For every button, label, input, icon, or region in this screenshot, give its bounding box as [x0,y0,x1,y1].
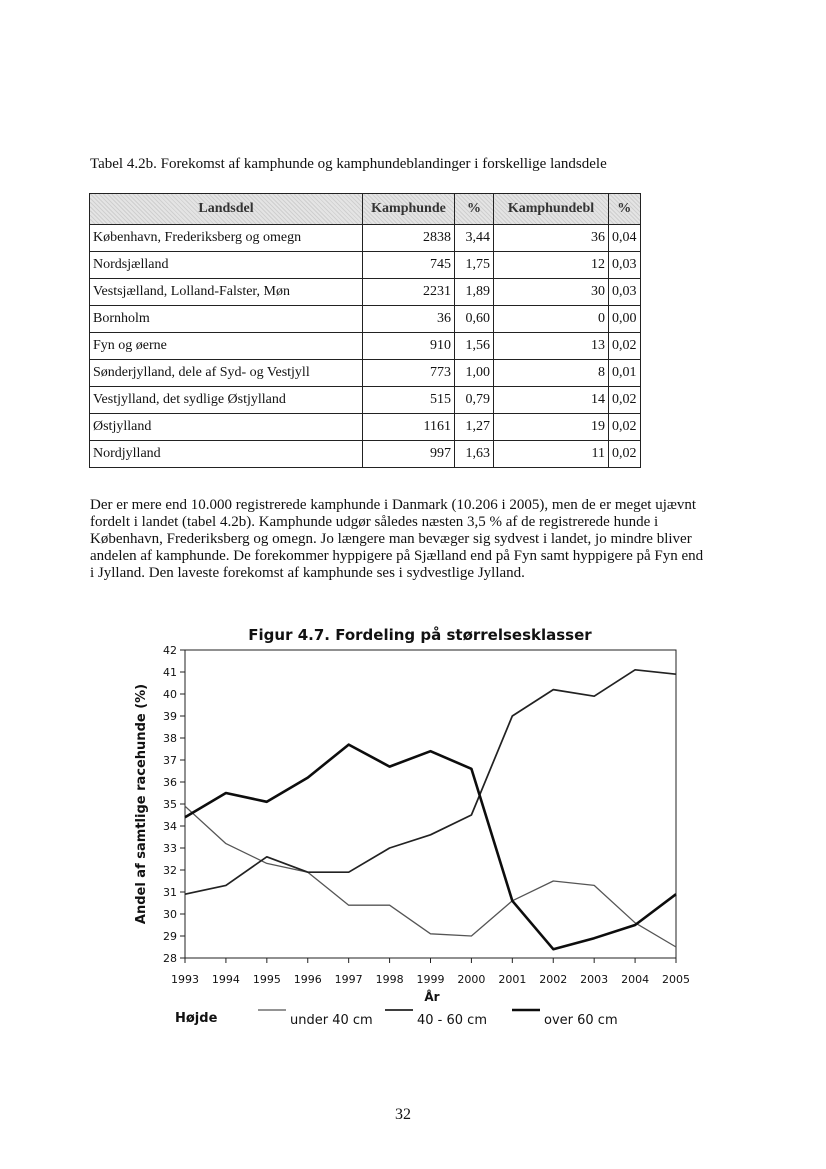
cell-percent: 3,44 [455,225,494,252]
legend-label: over 60 cm [544,1013,618,1028]
y-tick-label: 30 [163,908,177,921]
table-row [90,279,641,306]
series-line-1 [185,806,676,947]
cell-kamphundebl: 11 [494,441,609,468]
x-tick-label: 1995 [252,973,281,986]
series-line-3 [185,745,676,950]
x-tick-label: 1999 [416,973,445,986]
y-tick-label: 31 [163,886,177,899]
legend-title: Højde [175,1011,218,1026]
y-tick-label: 42 [163,644,177,657]
x-tick-label: 1998 [375,973,404,986]
y-tick-label: 37 [163,754,177,767]
legend-label: 40 - 60 cm [417,1013,487,1028]
cell-kamphunde: 910 [363,333,455,360]
x-axis-label: År [424,990,440,1004]
x-tick-label: 2002 [539,973,568,986]
cell-percent-bl: 0,02 [609,333,641,360]
cell-percent-bl: 0,00 [609,306,641,333]
y-tick-label: 40 [163,688,177,701]
cell-kamphunde: 773 [363,360,455,387]
cell-landsdel: Vestsjælland, Lolland-Falster, Møn [90,279,363,306]
y-axis-label: Andel af samtlige racehunde (%) [134,683,149,925]
legend-label: under 40 cm [290,1013,373,1028]
table-row [90,441,641,468]
cell-percent-bl: 0,03 [609,279,641,306]
cell-percent-bl: 0,02 [609,387,641,414]
table-row [90,360,641,387]
table-row [90,414,641,441]
header-kamphunde: Kamphunde [363,194,455,225]
table-body [90,225,641,468]
cell-percent: 1,89 [455,279,494,306]
cell-percent: 1,75 [455,252,494,279]
table-caption: Tabel 4.2b. Forekomst af kamphunde og kamphundeblandinger i forskellige landsdele [90,156,607,172]
header-kamphundebl: Kamphundebl [494,194,609,225]
cell-percent: 0,60 [455,306,494,333]
cell-kamphunde: 2231 [363,279,455,306]
plot-area [185,650,676,958]
series-line-2 [185,670,676,894]
y-tick-label: 36 [163,776,177,789]
cell-percent-bl: 0,02 [609,441,641,468]
size-distribution-chart [0,600,826,1040]
y-tick-label: 28 [163,952,177,965]
cell-kamphunde: 36 [363,306,455,333]
cell-percent-bl: 0,04 [609,225,641,252]
cell-kamphundebl: 12 [494,252,609,279]
chart-title: Figur 4.7. Fordeling på størrelsesklasser [248,626,592,644]
x-tick-label: 2001 [498,973,527,986]
cell-kamphundebl: 8 [494,360,609,387]
cell-landsdel: Nordsjælland [90,252,363,279]
table-row [90,252,641,279]
cell-kamphunde: 2838 [363,225,455,252]
x-tick-label: 1993 [171,973,199,986]
x-tick-label: 1996 [293,973,322,986]
x-tick-label: 1994 [211,973,240,986]
y-tick-label: 33 [163,842,177,855]
table-row [90,306,641,333]
cell-kamphundebl: 19 [494,414,609,441]
header-landsdel: Landsdel [90,194,363,225]
table-row [90,333,641,360]
header-percent: % [455,194,494,225]
cell-percent-bl: 0,03 [609,252,641,279]
cell-kamphundebl: 30 [494,279,609,306]
body-paragraph: Der er mere end 10.000 registrerede kamphunde i Danmark (10.206 i 2005), men de er meget ujævnt fordelt i landet (tabel 4.2b). Kamphunde udgør således næsten 3,5 % af de registrerede hunde i København, Frederiksberg og omegn. Jo længere man bevæger sig sydvest i landet, jo mindre bliver andelen af kamphunde. De forekommer hyppigere på Sjælland end på Fyn samt hyppigere på Fyn end i Jylland. Den laveste forekomst af kamphunde ses i sydvestlige Jylland. [90,497,704,581]
cell-percent-bl: 0,02 [609,414,641,441]
cell-landsdel: Fyn og øerne [90,333,363,360]
cell-percent-bl: 0,01 [609,360,641,387]
region-table [89,193,641,468]
cell-kamphunde: 997 [363,441,455,468]
y-tick-label: 29 [163,930,177,943]
cell-kamphundebl: 13 [494,333,609,360]
cell-percent: 1,00 [455,360,494,387]
cell-percent: 1,63 [455,441,494,468]
cell-landsdel: København, Frederiksberg og omegn [90,225,363,252]
cell-landsdel: Vestjylland, det sydlige Østjylland [90,387,363,414]
cell-landsdel: Sønderjylland, dele af Syd- og Vestjyll [90,360,363,387]
cell-kamphunde: 515 [363,387,455,414]
page-number: 32 [395,1106,411,1123]
y-tick-label: 32 [163,864,177,877]
header-percent-bl: % [609,194,641,225]
cell-percent: 1,27 [455,414,494,441]
x-tick-label: 2000 [457,973,486,986]
y-tick-label: 38 [163,732,177,745]
cell-kamphunde: 1161 [363,414,455,441]
table-row [90,225,641,252]
cell-kamphundebl: 14 [494,387,609,414]
y-tick-label: 35 [163,798,177,811]
y-tick-label: 41 [163,666,177,679]
x-tick-label: 2005 [662,973,690,986]
cell-landsdel: Bornholm [90,306,363,333]
cell-landsdel: Østjylland [90,414,363,441]
cell-percent: 1,56 [455,333,494,360]
cell-landsdel: Nordjylland [90,441,363,468]
table-row [90,387,641,414]
y-tick-label: 39 [163,710,177,723]
cell-kamphunde: 745 [363,252,455,279]
cell-kamphundebl: 36 [494,225,609,252]
x-tick-label: 1997 [334,973,363,986]
cell-kamphundebl: 0 [494,306,609,333]
x-tick-label: 2004 [621,973,650,986]
table-header-row [90,194,641,225]
x-tick-label: 2003 [580,973,609,986]
y-tick-label: 34 [163,820,177,833]
cell-percent: 0,79 [455,387,494,414]
